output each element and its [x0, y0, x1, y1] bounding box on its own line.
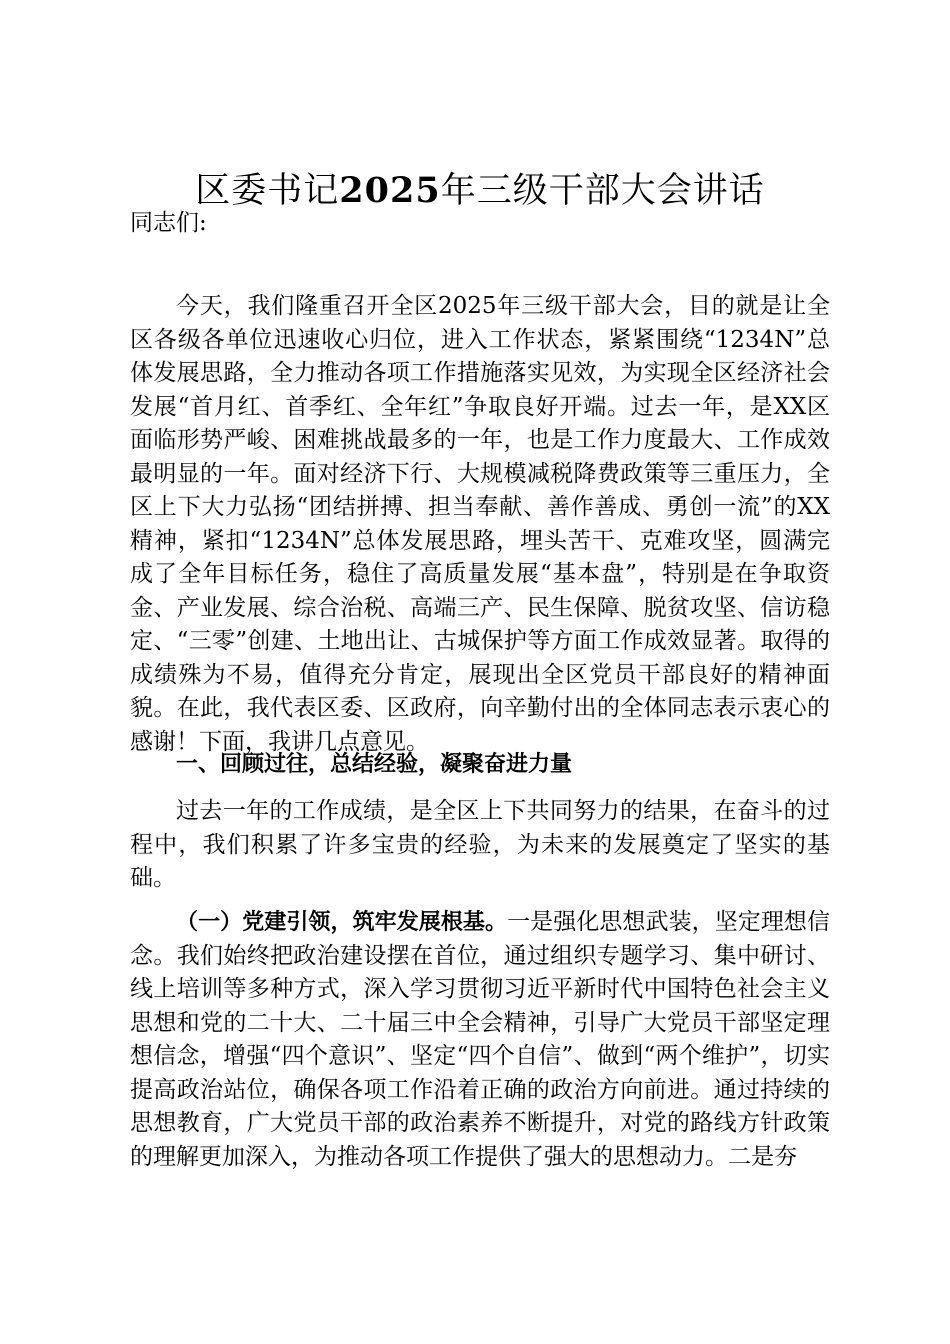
paragraph-opening: 今天，我们隆重召开全区2025年三级干部大会，目的就是让全区各级各单位迅速收心归位，进入工作状态，紧紧围绕“1234N”总体发展思路，全力推动各项工作措施落实见效，为实现全区经济社会发展“首月红、首季红、全年红”争取良好开端。过去一年，是XX区面临形势严峻、困难挑战最多的一年，也是工作力度最大、工作成效最明显的一年。面对经济下行、大规模减税降费政策等三重压力，全区上下大力弘扬“团结拼搏、担当奉献、善作善成、勇创一流”的XX精神，紧扣“1234N”总体发展思路，埋头苦干、克难攻坚，圆满完成了全年目标任务，稳住了高质量发展“基本盘”，特别是在争取资金、产业发展、综合治税、高端三产、民生保障、脱贫攻坚、信访稳定、“三零”创建、土地出让、古城保护等方面工作成效显著。取得的成绩殊为不易，值得充分肯定，展现出全区党员干部良好的精神面貌。在此，我代表区委、区政府，向辛勤付出的全体同志表示衷心的感谢！下面，我讲几点意见。 — [130, 293, 830, 755]
paragraph-review: 过去一年的工作成绩，是全区上下共同努力的结果，在奋斗的过程中，我们积累了许多宝贵的经验，为未来的发展奠定了坚实的基础。 — [130, 798, 830, 891]
section-heading-1: 一、回顾过往，总结经验，凝聚奋进力量 — [176, 752, 573, 777]
title-suffix: 年三级干部大会讲话 — [440, 171, 765, 211]
paragraph-party-building — [130, 906, 830, 1174]
title-year: 2025 — [339, 170, 441, 211]
title-prefix: 区委书记 — [195, 171, 340, 211]
greeting: 同志们: — [130, 210, 207, 236]
subheading-party-building: （一）党建引领，筑牢发展根基。 — [176, 910, 508, 935]
paragraph-party-building-body: 一是强化思想武装，坚定理想信念。我们始终把政治建设摆在首位，通过组织专题学习、集中研讨、线上培训等多种方式，深入学习贯彻习近平新时代中国特色社会主义思想和党的二十大、二十届三中全会精神，引导广大党员干部坚定理想信念，增强“四个意识”、坚定“四个自信”、做到“两个维护”，切实提高政治站位，确保各项工作沿着正确的政治方向前进。通过持续的思想教育，广大党员干部的政治素养不断提升，对党的路线方针政策的理解更加深入，为推动各项工作提供了强大的思想动力。二是夯 — [130, 909, 830, 1170]
